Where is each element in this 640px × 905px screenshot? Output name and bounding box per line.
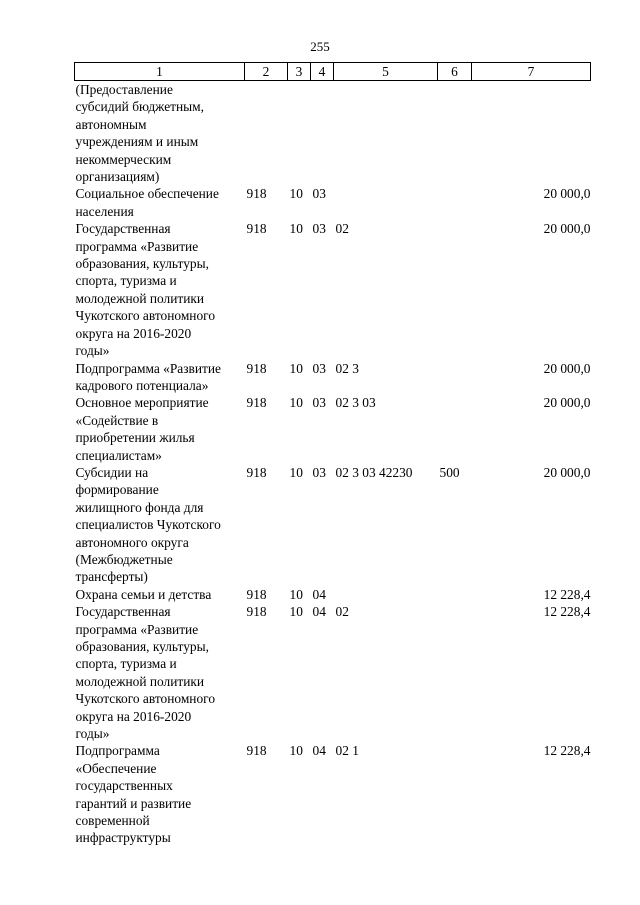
cell-gr: 918 — [246, 221, 267, 237]
cell-csr: 02 — [335, 604, 349, 620]
cell-gr: 918 — [246, 464, 267, 480]
cell-pr: 04 — [312, 604, 326, 620]
cell-csr: 02 3 — [335, 360, 359, 376]
cell-name-line: Основное мероприятие — [75, 395, 209, 411]
cell-name-line: Охрана семьи и детства — [75, 586, 212, 602]
cell-gr: 918 — [246, 604, 267, 620]
cell-name-line: Подпрограмма «Развитие — [75, 360, 221, 376]
table-row — [75, 742, 591, 846]
cell-pr: 03 — [312, 395, 326, 411]
cell-sum — [472, 81, 591, 186]
table-header-row — [75, 63, 591, 81]
cell-vr — [438, 185, 472, 220]
cell-name-line: автономным — [75, 116, 147, 132]
page-number: 255 — [310, 39, 330, 54]
cell-name-line: программа «Развитие — [75, 238, 199, 254]
cell-vr — [438, 586, 472, 603]
cell-name — [75, 360, 245, 395]
cell-pr: 03 — [312, 221, 326, 237]
cell-name-line: спорта, туризма и — [75, 273, 177, 289]
cell-csr: 02 3 03 42230 — [335, 464, 413, 480]
cell-name-line: спорта, туризма и — [75, 656, 177, 672]
cell-name-line: программа «Развитие — [75, 621, 199, 637]
cell-pr: 04 — [312, 743, 326, 759]
cell-rz: 10 — [289, 395, 303, 411]
cell-rz: 10 — [289, 360, 303, 376]
table-row — [75, 220, 591, 359]
column-header: 2 — [245, 63, 288, 81]
cell-name-line: современной — [75, 813, 150, 829]
cell-sum: 12 228,4 — [543, 586, 591, 602]
cell-name-line: годы» — [75, 726, 110, 742]
table-row — [75, 586, 591, 603]
cell-name-line: округа на 2016-2020 — [75, 708, 192, 724]
cell-name — [75, 185, 245, 220]
cell-rz — [288, 81, 311, 186]
cell-name-line: автономного округа — [75, 534, 189, 550]
cell-name-line: «Обеспечение — [75, 760, 157, 776]
cell-rz: 10 — [289, 464, 303, 480]
cell-vr — [438, 394, 472, 464]
cell-name-line: (Межбюджетные — [75, 551, 173, 567]
cell-pr: 03 — [312, 186, 326, 202]
cell-name-line: Государственная — [75, 221, 171, 237]
table-row — [75, 360, 591, 395]
cell-name — [75, 220, 245, 359]
cell-name-line: организациям) — [75, 169, 160, 185]
cell-name-line: молодежной политики — [75, 290, 205, 306]
cell-name-line: формирование — [75, 482, 159, 498]
cell-sum: 12 228,4 — [543, 743, 591, 759]
cell-name-line: специалистов Чукотского — [75, 517, 221, 533]
cell-pr: 04 — [312, 586, 326, 602]
table-row — [75, 185, 591, 220]
cell-name-line: населения — [75, 203, 134, 219]
cell-name — [75, 603, 245, 742]
cell-vr — [438, 81, 472, 186]
cell-sum: 12 228,4 — [543, 604, 591, 620]
cell-name-line: трансферты) — [75, 569, 148, 585]
cell-name-line: молодежной политики — [75, 673, 205, 689]
cell-vr — [438, 603, 472, 742]
cell-name-line: «Содействие в — [75, 412, 159, 428]
cell-name-line: учреждениям и иным — [75, 134, 199, 150]
cell-name-line: гарантий и развитие — [75, 795, 192, 811]
cell-gr: 918 — [246, 586, 267, 602]
cell-gr: 918 — [246, 186, 267, 202]
cell-name-line: приобретении жилья — [75, 430, 195, 446]
cell-sum: 20 000,0 — [543, 221, 591, 237]
cell-vr — [438, 220, 472, 359]
cell-name-line: Подпрограмма — [75, 743, 160, 759]
cell-sum: 20 000,0 — [543, 360, 591, 376]
table-body — [75, 81, 591, 847]
cell-rz: 10 — [289, 604, 303, 620]
cell-name — [75, 464, 245, 586]
cell-gr — [245, 81, 288, 186]
cell-csr: 02 3 03 — [335, 395, 376, 411]
cell-rz: 10 — [289, 221, 303, 237]
cell-csr: 02 1 — [335, 743, 359, 759]
table-row — [75, 394, 591, 464]
cell-name — [75, 81, 245, 186]
cell-csr — [334, 185, 438, 220]
column-header: 1 — [75, 63, 245, 81]
cell-csr — [334, 81, 438, 186]
cell-name-line: округа на 2016-2020 — [75, 325, 192, 341]
cell-sum: 20 000,0 — [543, 186, 591, 202]
cell-name — [75, 394, 245, 464]
cell-vr — [438, 360, 472, 395]
cell-name — [75, 742, 245, 846]
cell-gr: 918 — [246, 395, 267, 411]
cell-name — [75, 586, 245, 603]
table-row — [75, 81, 591, 186]
cell-gr: 918 — [246, 743, 267, 759]
cell-pr: 03 — [312, 360, 326, 376]
column-header: 4 — [311, 63, 334, 81]
cell-sum: 20 000,0 — [543, 464, 591, 480]
cell-name-line: инфраструктуры — [75, 830, 171, 846]
table-row — [75, 464, 591, 586]
cell-vr — [438, 742, 472, 846]
cell-name-line: (Предоставление — [75, 82, 173, 97]
cell-vr: 500 — [439, 464, 460, 480]
cell-name-line: Чукотского автономного — [75, 308, 216, 324]
column-header: 7 — [472, 63, 591, 81]
cell-name-line: образования, культуры, — [75, 256, 209, 272]
cell-rz: 10 — [289, 586, 303, 602]
cell-pr — [311, 81, 334, 186]
table-row — [75, 603, 591, 742]
cell-name-line: Государственная — [75, 604, 171, 620]
cell-name-line: некоммерческим — [75, 151, 172, 167]
cell-pr: 03 — [312, 464, 326, 480]
cell-sum: 20 000,0 — [543, 395, 591, 411]
cell-name-line: кадрового потенциала» — [75, 377, 209, 393]
cell-name-line: Чукотского автономного — [75, 691, 216, 707]
cell-name-line: государственных — [75, 778, 173, 794]
cell-csr — [334, 586, 438, 603]
cell-csr: 02 — [335, 221, 349, 237]
cell-name-line: образования, культуры, — [75, 639, 209, 654]
cell-gr: 918 — [246, 360, 267, 376]
column-header: 6 — [438, 63, 472, 81]
cell-rz: 10 — [289, 743, 303, 759]
cell-name-line: специалистам» — [75, 447, 162, 463]
cell-name-line: жилищного фонда для — [75, 499, 204, 515]
column-header: 3 — [288, 63, 311, 81]
cell-rz: 10 — [289, 186, 303, 202]
cell-name-line: годы» — [75, 343, 110, 359]
budget-table — [74, 62, 591, 847]
cell-name-line: Субсидии на — [75, 464, 149, 480]
cell-name-line: субсидий бюджетным, — [75, 99, 205, 115]
column-header: 5 — [334, 63, 438, 81]
cell-name-line: Социальное обеспечение — [75, 186, 219, 202]
